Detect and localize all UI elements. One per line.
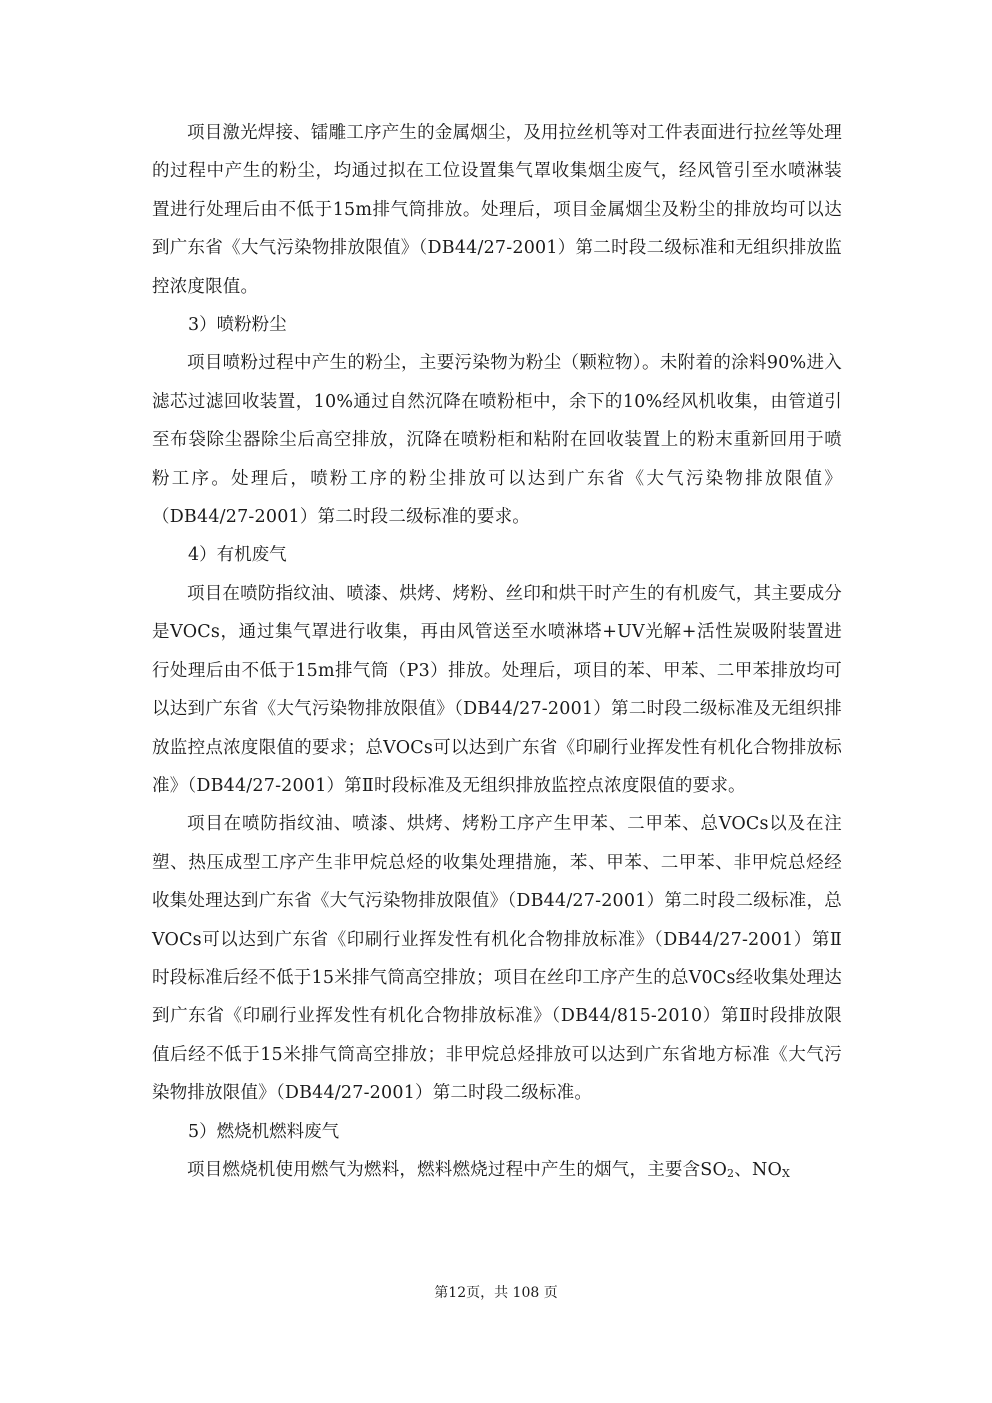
document-body — [152, 114, 842, 1189]
nox-subscript: X — [782, 1166, 791, 1180]
paragraph-burner-text: 项目燃烧机使用燃气为燃料，燃料燃烧过程中产生的烟气，主要含SO — [187, 1159, 728, 1180]
paragraph-metal-dust: 项目激光焊接、镭雕工序产生的金属烟尘，及用拉丝机等对工件表面进行拉丝等处理的过程中产生的粉尘，均通过拟在工位设置集气罩收集烟尘废气，经风管引至水喷淋装置进行处理后由不低于15m排气筒排放。处理后，项目金属烟尘及粉尘的排放均可以达到广东省《大气污染物排放限值》（DB44/27-2001）第二时段二级标准和无组织排放监控浓度限值。 — [152, 123, 842, 297]
paragraph-vocs-treatment: 项目在喷防指纹油、喷漆、烘烤、烤粉工序产生甲苯、二甲苯、总VOCs以及在注塑、热压成型工序产生非甲烷总烃的收集处理措施，苯、甲苯、二甲苯、非甲烷总烃经收集处理达到广东省《大气污染物排放限值》（DB44/27-2001）第二时段二级标准，总VOCs可以达到广东省《印刷行业挥发性有机化合物排放标准》（DB44/27-2001）第Ⅱ时段标准后经不低于15米排气筒高空排放；项目在丝印工序产生的总V0Cs经收集处理达到广东省《印刷行业挥发性有机化合物排放标准》（DB44/815-2010）第Ⅱ时段排放限值后经不低于15米排气筒高空排放；非甲烷总烃排放可以达到广东省地方标准《大气污染物排放限值》（DB44/27-2001）第二时段二级标准。 — [152, 814, 842, 1104]
paragraph-powder-dust: 项目喷粉过程中产生的粉尘，主要污染物为粉尘（颗粒物）。未附着的涂料90%进入滤芯过滤回收装置，10%通过自然沉降在喷粉柜中，余下的10%经风机收集，由管道引至布袋除尘器除尘后高空排放，沉降在喷粉柜和粘附在回收装置上的粉末重新回用于喷粉工序。处理后，喷粉工序的粉尘排放可以达到广东省《大气污染物排放限值》（DB44/27-2001）第二时段二级标准的要求。 — [152, 353, 842, 528]
heading-burner-fuel-gas: 5）燃烧机燃料废气 — [188, 1121, 340, 1142]
heading-powder-dust: 3）喷粉粉尘 — [188, 315, 287, 336]
heading-organic-gas: 4）有机废气 — [188, 545, 287, 566]
page-number-footer: 第12页，共 108 页 — [434, 1285, 558, 1301]
paragraph-burner-mid: 、NO — [734, 1159, 783, 1180]
so2-subscript: 2 — [727, 1166, 735, 1180]
paragraph-organic-gas: 项目在喷防指纹油、喷漆、烘烤、烤粉、丝印和烘干时产生的有机废气，其主要成分是VOCs，通过集气罩进行收集，再由风管送至水喷淋塔+UV光解+活性炭吸附装置进行处理后由不低于15m排气筒（P3）排放。处理后，项目的苯、甲苯、二甲苯排放均可以达到广东省《大气污染物排放限值》（DB44/27-2001）第二时段二级标准及无组织排放监控点浓度限值的要求；总VOCs可以达到广东省《印刷行业挥发性有机化合物排放标准》（DB44/27-2001）第Ⅱ时段标准及无组织排放监控点浓度限值的要求。 — [152, 583, 842, 796]
paragraph-burner-fuel-gas — [152, 1151, 842, 1189]
